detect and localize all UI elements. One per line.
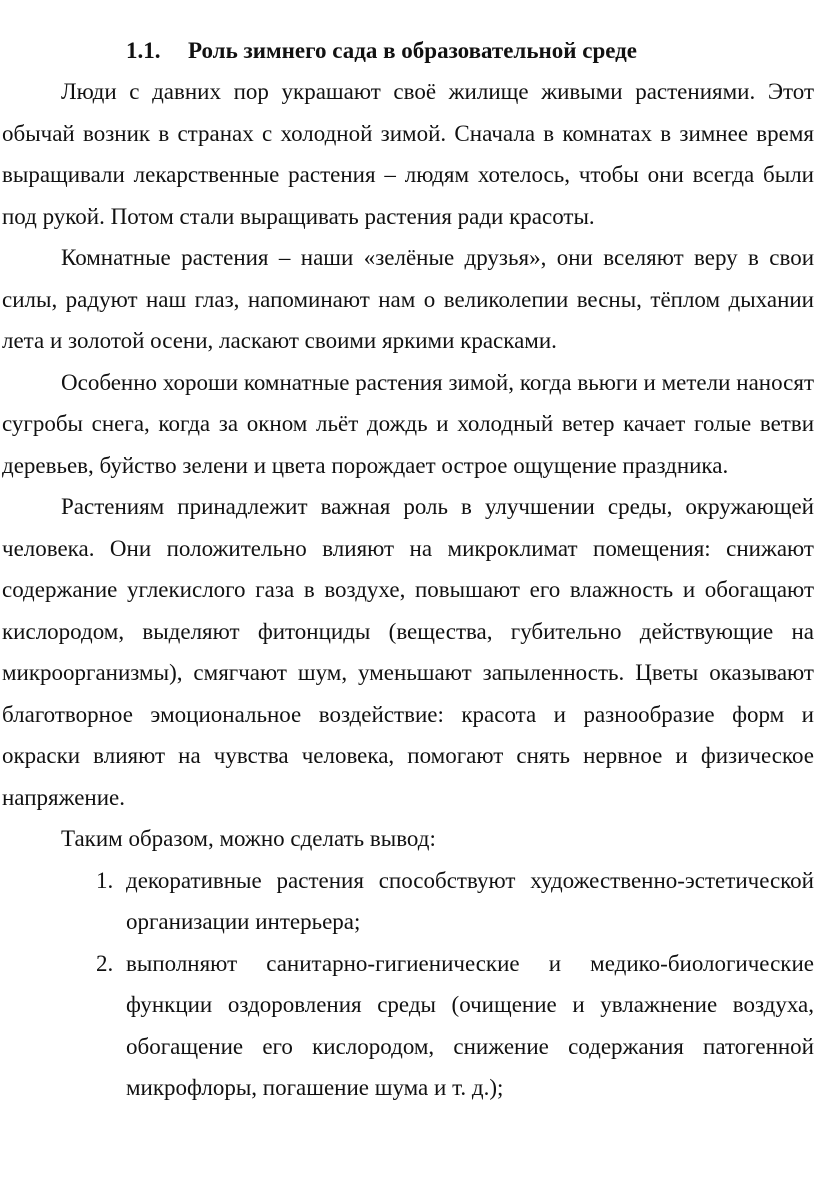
list-item (2, 860, 814, 943)
list-item-marker: 2. (96, 950, 114, 976)
section-number: 1.1. (126, 38, 161, 63)
paragraph-green-friends: Комнатные растения – наши «зелёные друзья», они вселяют веру в свои силы, радуют наш глаз, напоминают нам о великолепии весны, тёплом дыхании лета и золотой осени, ласкают своими яркими красками. (2, 245, 814, 353)
list-item-text: декоративные растения способствуют художественно-эстетической организации интерьера; (126, 867, 814, 934)
paragraph-environment: Растениям принадлежит важная роль в улучшении среды, окружающей человека. Они положительно влияют на микроклимат помещения: снижают содержание углекислого газа в воздухе, повышают его влажность и обогащают кислородом, выделяют фитонциды (вещества, губительно действующие на микроорганизмы), смягчают шум, уменьшают запыленность. Цветы оказывают благотворное эмоциональное воздействие: красота и разнообразие форм и окраски влияют на чувства человека, помогают снять нервное и физическое напряжение. (2, 494, 814, 810)
list-item-text: выполняют санитарно-гигиенические и медико-биологические функции оздоровления среды (очищение и увлажнение воздуха, обогащение его кислородом, снижение содержания патогенной микрофлоры, погашение шума и т. д.); (126, 950, 814, 1100)
section-heading (2, 30, 814, 71)
section-title: Роль зимнего сада в образовательной среде (188, 38, 638, 63)
conclusion-intro: Таким образом, можно сделать вывод: (61, 826, 436, 851)
conclusion-list (2, 860, 814, 1109)
list-item-marker: 1. (96, 867, 114, 893)
paragraph-history: Люди с давних пор украшают своё жилище живыми растениями. Этот обычай возник в странах с холодной зимой. Сначала в комнатах в зимнее время выращивали лекарственные растения – людям хотелось, чтобы они всегда были под рукой. Потом стали выращивать растения ради красоты. (2, 79, 814, 229)
list-item (2, 943, 814, 1109)
paragraph-winter: Особенно хороши комнатные растения зимой, когда вьюги и метели наносят сугробы снега, когда за окном льёт дождь и холодный ветер качает голые ветви деревьев, буйство зелени и цвета порождает острое ощущение праздника. (2, 369, 814, 478)
